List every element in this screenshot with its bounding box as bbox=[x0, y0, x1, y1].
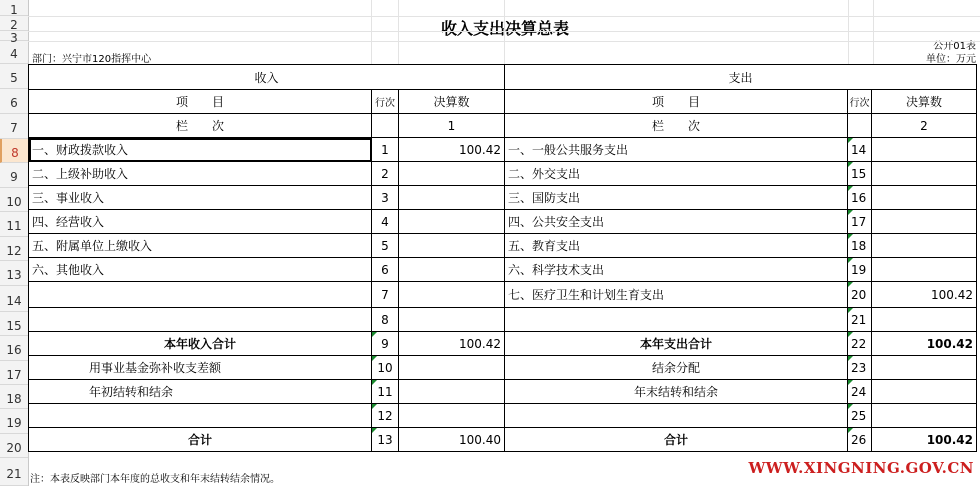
expense-item-cell[interactable]: 六、科学技术支出 bbox=[505, 258, 848, 282]
income-total-line[interactable]: 9 bbox=[372, 332, 399, 356]
row-header-11[interactable]: 11 bbox=[0, 212, 28, 237]
income-line-cell[interactable]: 3 bbox=[372, 186, 399, 210]
expense-amount-cell[interactable] bbox=[872, 210, 977, 234]
table-row bbox=[29, 380, 977, 404]
income-item-cell[interactable]: 四、经营收入 bbox=[29, 210, 372, 234]
grid-line bbox=[848, 0, 849, 64]
row-header-19[interactable]: 19 bbox=[0, 409, 28, 434]
expense-amount-cell[interactable] bbox=[872, 308, 977, 332]
income-total-label[interactable]: 本年收入合计 bbox=[29, 332, 372, 356]
table-row bbox=[29, 258, 977, 282]
table-row bbox=[29, 138, 977, 162]
income-line-cell[interactable]: 8 bbox=[372, 308, 399, 332]
income-column-number[interactable]: 1 bbox=[399, 114, 505, 138]
expense-line-cell[interactable]: 20 bbox=[848, 282, 872, 308]
expense-line-header[interactable]: 行次 bbox=[848, 90, 872, 114]
row-header-3[interactable]: 3 bbox=[0, 31, 28, 41]
expense-line-cell[interactable]: 25 bbox=[848, 404, 872, 428]
grid-line bbox=[504, 0, 505, 64]
table-row bbox=[29, 234, 977, 258]
site-watermark: WWW.XINGNING.GOV.CN bbox=[748, 459, 974, 477]
expense-amount-cell[interactable] bbox=[872, 234, 977, 258]
expense-line-cell[interactable]: 19 bbox=[848, 258, 872, 282]
row-header-13[interactable]: 13 bbox=[0, 261, 28, 286]
income-amount-cell[interactable] bbox=[399, 258, 505, 282]
expense-line-cell[interactable]: 21 bbox=[848, 308, 872, 332]
row-header-7[interactable]: 7 bbox=[0, 114, 28, 139]
row-header-17[interactable]: 17 bbox=[0, 361, 28, 385]
table-row bbox=[29, 162, 977, 186]
table-note: 注：本表反映部门本年度的总收支和年末结转结余情况。 bbox=[30, 474, 280, 485]
income-line-cell[interactable]: 1 bbox=[372, 138, 399, 162]
table-row bbox=[29, 356, 977, 380]
expense-line-cell[interactable]: 18 bbox=[848, 234, 872, 258]
income-item-cell[interactable] bbox=[29, 308, 372, 332]
table-row bbox=[29, 308, 977, 332]
income-amount-cell[interactable] bbox=[399, 186, 505, 210]
expense-line-cell[interactable]: 14 bbox=[848, 138, 872, 162]
expense-column-number[interactable]: 2 bbox=[872, 114, 977, 138]
expense-amount-cell[interactable] bbox=[872, 404, 977, 428]
income-column-blank[interactable] bbox=[372, 114, 399, 138]
row-header-strip bbox=[0, 0, 29, 486]
expense-amount-header[interactable]: 决算数 bbox=[872, 90, 977, 114]
income-line-cell[interactable]: 6 bbox=[372, 258, 399, 282]
income-amount-cell[interactable] bbox=[399, 282, 505, 308]
table-row-annual-total bbox=[29, 332, 977, 356]
expense-line-cell[interactable]: 17 bbox=[848, 210, 872, 234]
expense-line-cell[interactable]: 24 bbox=[848, 380, 872, 404]
income-expense-table bbox=[28, 64, 977, 452]
income-amount-cell[interactable] bbox=[399, 404, 505, 428]
expense-amount-cell[interactable] bbox=[872, 380, 977, 404]
expense-item-cell[interactable]: 四、公共安全支出 bbox=[505, 210, 848, 234]
grid-line bbox=[371, 0, 372, 64]
income-line-cell[interactable]: 5 bbox=[372, 234, 399, 258]
grand-income-line[interactable]: 13 bbox=[372, 428, 399, 452]
income-item-cell[interactable]: 六、其他收入 bbox=[29, 258, 372, 282]
table-row bbox=[29, 186, 977, 210]
expense-section-header[interactable]: 支出 bbox=[505, 65, 977, 90]
expense-item-cell[interactable]: 一、一般公共服务支出 bbox=[505, 138, 848, 162]
expense-line-cell[interactable]: 15 bbox=[848, 162, 872, 186]
income-amount-cell[interactable] bbox=[399, 234, 505, 258]
grand-income-label[interactable]: 合计 bbox=[29, 428, 372, 452]
income-item-cell[interactable] bbox=[29, 282, 372, 308]
income-amount-cell[interactable] bbox=[399, 210, 505, 234]
expense-column-label[interactable]: 栏 次 bbox=[505, 114, 848, 138]
row-header-10[interactable]: 10 bbox=[0, 188, 28, 212]
expense-item-cell[interactable]: 七、医疗卫生和计划生育支出 bbox=[505, 282, 848, 308]
row-header-2[interactable]: 2 bbox=[0, 16, 28, 31]
expense-item-cell[interactable] bbox=[505, 404, 848, 428]
expense-item-cell[interactable]: 结余分配 bbox=[505, 356, 848, 380]
expense-item-cell[interactable]: 三、国防支出 bbox=[505, 186, 848, 210]
row-header-1[interactable]: 1 bbox=[0, 0, 28, 16]
expense-line-cell[interactable]: 16 bbox=[848, 186, 872, 210]
row-header-5[interactable]: 5 bbox=[0, 64, 28, 89]
grand-expense-amount[interactable]: 100.42 bbox=[872, 428, 977, 452]
row-header-6[interactable]: 6 bbox=[0, 89, 28, 114]
row-header-8[interactable]: 8 bbox=[0, 139, 28, 163]
grid-line bbox=[873, 0, 874, 64]
expense-item-header[interactable]: 项 目 bbox=[505, 90, 848, 114]
income-item-cell[interactable]: 用事业基金弥补收支差额 bbox=[29, 356, 372, 380]
expense-amount-cell[interactable]: 100.42 bbox=[872, 282, 977, 308]
row-header-12[interactable]: 12 bbox=[0, 237, 28, 261]
row-header-15[interactable]: 15 bbox=[0, 312, 28, 336]
income-amount-cell[interactable] bbox=[399, 380, 505, 404]
row-header-16[interactable]: 16 bbox=[0, 336, 28, 361]
report-title: 收入支出决算总表 bbox=[440, 19, 569, 38]
income-line-cell[interactable]: 11 bbox=[372, 380, 399, 404]
grid-line bbox=[398, 0, 399, 64]
unit-label: 单位：万元 bbox=[926, 54, 976, 65]
row-header-20[interactable]: 20 bbox=[0, 434, 28, 458]
expense-amount-cell[interactable] bbox=[872, 258, 977, 282]
grand-expense-line[interactable]: 26 bbox=[848, 428, 872, 452]
grand-income-amount[interactable]: 100.40 bbox=[399, 428, 505, 452]
expense-total-label[interactable]: 本年支出合计 bbox=[505, 332, 848, 356]
income-line-cell[interactable]: 12 bbox=[372, 404, 399, 428]
income-item-cell[interactable]: 二、上级补助收入 bbox=[29, 162, 372, 186]
expense-item-cell[interactable] bbox=[505, 308, 848, 332]
income-item-cell[interactable]: 年初结转和结余 bbox=[29, 380, 372, 404]
row-header-4[interactable]: 4 bbox=[0, 41, 28, 64]
income-amount-cell[interactable] bbox=[399, 162, 505, 186]
income-amount-cell[interactable] bbox=[399, 356, 505, 380]
income-line-cell[interactable]: 10 bbox=[372, 356, 399, 380]
expense-amount-cell[interactable] bbox=[872, 162, 977, 186]
expense-column-blank[interactable] bbox=[848, 114, 872, 138]
income-amount-cell[interactable]: 100.42 bbox=[399, 138, 505, 162]
department-label: 部门：兴宁市120指挥中心 bbox=[32, 54, 152, 65]
income-amount-header[interactable]: 决算数 bbox=[399, 90, 505, 114]
expense-total-amount[interactable]: 100.42 bbox=[872, 332, 977, 356]
expense-total-line[interactable]: 22 bbox=[848, 332, 872, 356]
row-header-9[interactable]: 9 bbox=[0, 163, 28, 188]
income-item-cell[interactable]: 三、事业收入 bbox=[29, 186, 372, 210]
expense-item-cell[interactable]: 五、教育支出 bbox=[505, 234, 848, 258]
income-line-cell[interactable]: 4 bbox=[372, 210, 399, 234]
income-item-cell[interactable]: 一、财政拨款收入 bbox=[29, 138, 372, 162]
income-item-cell[interactable] bbox=[29, 404, 372, 428]
grand-expense-label[interactable]: 合计 bbox=[505, 428, 848, 452]
income-total-amount[interactable]: 100.42 bbox=[399, 332, 505, 356]
row-header-21[interactable]: 21 bbox=[0, 458, 28, 486]
table-row bbox=[29, 210, 977, 234]
expense-amount-cell[interactable] bbox=[872, 186, 977, 210]
income-item-header[interactable]: 项 目 bbox=[29, 90, 372, 114]
expense-amount-cell[interactable] bbox=[872, 356, 977, 380]
table-row-grand-total bbox=[29, 428, 977, 452]
income-line-header[interactable]: 行次 bbox=[372, 90, 399, 114]
public-table-number: 公开01表 bbox=[933, 41, 976, 52]
expense-item-cell[interactable]: 年末结转和结余 bbox=[505, 380, 848, 404]
expense-item-cell[interactable]: 二、外交支出 bbox=[505, 162, 848, 186]
income-line-cell[interactable]: 7 bbox=[372, 282, 399, 308]
income-column-label[interactable]: 栏 次 bbox=[29, 114, 372, 138]
table-row bbox=[29, 404, 977, 428]
row-header-18[interactable]: 18 bbox=[0, 385, 28, 409]
income-section-header[interactable]: 收入 bbox=[29, 65, 505, 90]
income-line-cell[interactable]: 2 bbox=[372, 162, 399, 186]
row-header-14[interactable]: 14 bbox=[0, 286, 28, 312]
expense-line-cell[interactable]: 23 bbox=[848, 356, 872, 380]
income-item-cell[interactable]: 五、附属单位上缴收入 bbox=[29, 234, 372, 258]
table-row bbox=[29, 282, 977, 308]
income-amount-cell[interactable] bbox=[399, 308, 505, 332]
expense-amount-cell[interactable] bbox=[872, 138, 977, 162]
